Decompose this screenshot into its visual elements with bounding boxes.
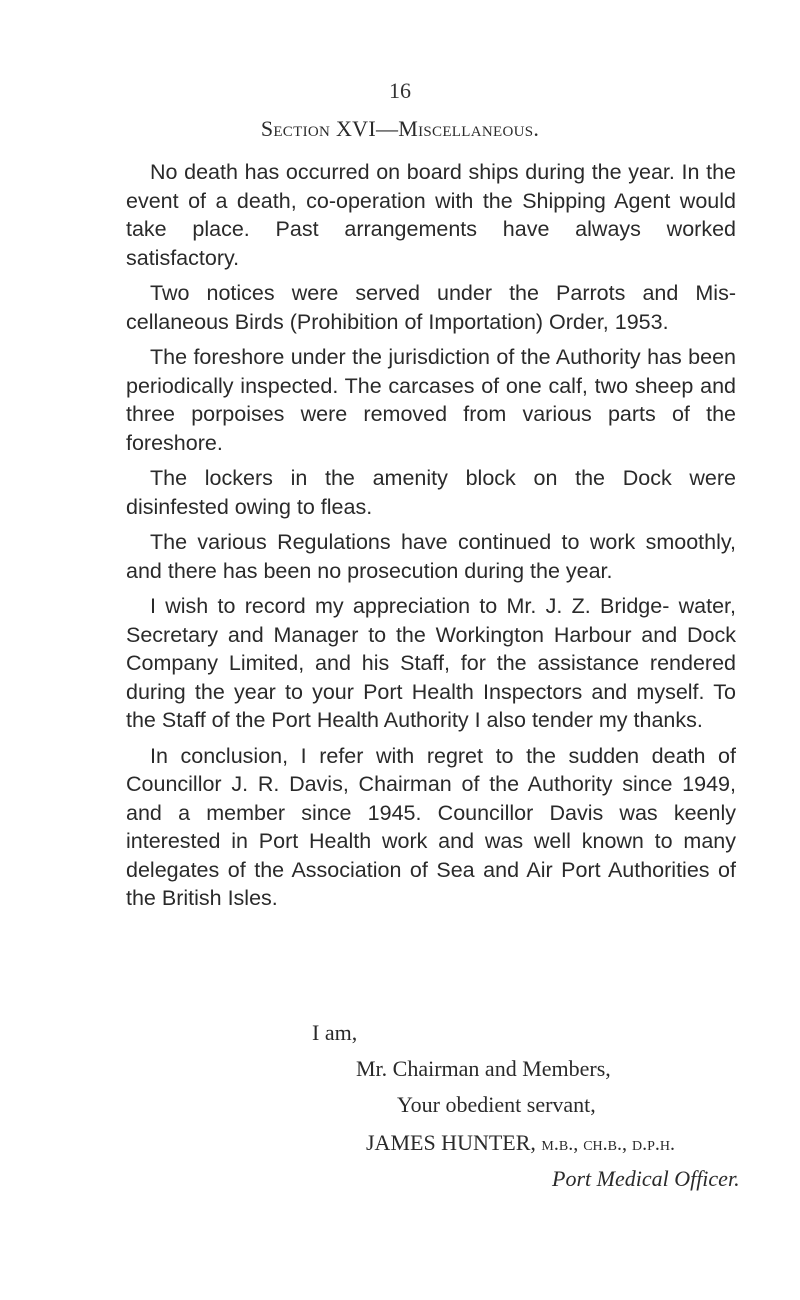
signatory-title: Port Medical Officer. — [552, 1166, 740, 1191]
page-number: 16 — [389, 78, 411, 103]
paragraph-lockers: The lockers in the amenity block on the Dock were disinfested owing to fleas. — [126, 466, 736, 519]
closing-obedient-servant: Your obedient servant, — [397, 1092, 596, 1117]
paragraph-ship-deaths: No death has occurred on board ships during the year. In the event of a death, co-operation with the Shipping Agent would take place. Past arrangements have always worked satisfactory. — [126, 160, 736, 270]
section-heading: Section XVI—Miscellaneous. — [260, 116, 540, 141]
closing-salutation: Mr. Chairman and Members, — [356, 1056, 611, 1081]
paragraph-parrots-order: Two notices were served under the Parrots and Mis- cellaneous Birds (Prohibition of Importation) Order, 1953. — [126, 281, 736, 334]
signatory-line — [366, 1130, 675, 1156]
signatory-name: JAMES HUNTER, — [366, 1130, 536, 1155]
body-text — [126, 158, 736, 920]
paragraph-regulations: The various Regulations have continued to work smoothly, and there has been no prosecution during the year. — [126, 530, 736, 583]
paragraph-foreshore: The foreshore under the jurisdiction of the Authority has been periodically inspected. The carcases of one calf, two sheep and three porpoises were removed from various parts of the foreshore. — [126, 345, 736, 455]
paragraph-conclusion: In conclusion, I refer with regret to the sudden death of Councillor J. R. Davis, Chairman of the Authority since 1949, and a member since 1945. Councillor Davis was keenly interested in Port Health work and was well known to many delegates of the Association of Sea and Air Port Authorities of the British Isles. — [126, 743, 736, 910]
signatory-degrees: m.b., ch.b., d.p.h. — [541, 1133, 675, 1155]
closing-i-am: I am, — [312, 1020, 358, 1045]
paragraph-appreciation: I wish to record my appreciation to Mr. J. Z. Bridge- water, Secretary and Manager to the Workington Harbour and Dock Company Limited, and his Staff, for the assistance rendered during the year to your Port Health Inspectors and myself. To the Staff of the Port Health Authority I also tender my thanks. — [126, 594, 736, 732]
